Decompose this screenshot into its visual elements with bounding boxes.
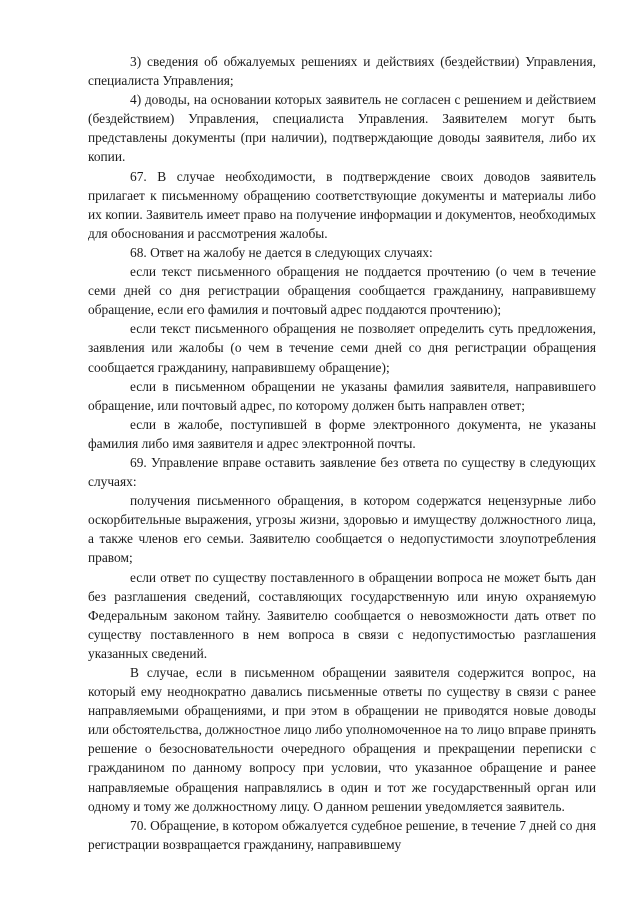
paragraph-item-4: 4) доводы, на основании которых заявитель не согласен с решением и действием (бездействием) Управления, специалиста Управления. Заявителем могут быть представлены документы (при наличии), подтверждающие доводы заявителя, либо их копии. [88, 92, 596, 165]
paragraph-68-case-unreadable: если текст письменного обращения не поддается прочтению (о чем в течение семи дней со дня регистрации обращения сообщается гражданину, направившему обращение, если его фамилия и почтовый адрес поддаются прочтению); [88, 264, 596, 318]
paragraph-68-case-no-name: если в письменном обращении не указаны фамилия заявителя, направившего обращение, или почтовый адрес, по которому должен быть направлен ответ; [88, 378, 596, 413]
paragraph-69: 69. Управление вправе оставить заявление без ответа по существу в следующих случаях: [88, 454, 596, 490]
document-page [88, 52, 596, 854]
paragraph-68: 68. Ответ на жалобу не дается в следующих случаях: [130, 244, 433, 260]
paragraph-70: 70. Обращение, в котором обжалуется судебное решение, в течение 7 дней со дня регистрации возвращается гражданину, направившему [88, 817, 596, 852]
paragraph-repeated-appeal: В случае, если в письменном обращении заявителя содержится вопрос, на который ему неоднократно давались письменные ответы по существу в связи с ранее направляемыми обращениями, и при этом в обращении не приводятся новые доводы или обстоятельства, должностное лицо либо уполномоченное на то лицо вправе принять решение о безосновательности очередного обращения и прекращении переписки с гражданином по данному вопросу при условии, что указанное обращение и ранее направляемые обращения направлялись в один и тот же государственный орган или одному и тому же должностному лицу. О данном решении уведомляется заявитель. [88, 665, 596, 814]
paragraph-69-case-secret: если ответ по существу поставленного в обращении вопроса не может быть дан без разглашения сведений, составляющих государственную или иную охраняемую Федеральным законом тайну. Заявителю сообщается о невозможности дать ответ по существу поставленного в нем вопроса в связи с недопустимостью разглашения указанных сведений. [88, 569, 596, 661]
paragraph-68-case-unclear: если текст письменного обращения не позволяет определить суть предложения, заявления или жалобы (о чем в течение семи дней со дня регистрации обращения сообщается гражданину, направившему обращение); [88, 321, 596, 375]
paragraph-item-3: 3) сведения об обжалуемых решениях и действиях (бездействии) Управления, специалиста Управления; [88, 54, 596, 89]
paragraph-67: 67. В случае необходимости, в подтверждение своих доводов заявитель прилагает к письменному обращению соответствующие документы и материалы либо их копии. Заявитель имеет право на получение информации и документов, необходимых для обоснования и рассмотрения жалобы. [88, 168, 596, 241]
paragraph-69-case-obscene: получения письменного обращения, в котором содержатся нецензурные либо оскорбительные выражения, угрозы жизни, здоровью и имуществу должностного лица, а также членов его семьи. Заявителю сообщается о недопустимости злоупотребления правом; [88, 493, 596, 566]
paragraph-68-case-electronic: если в жалобе, поступившей в форме электронного документа, не указаны фамилия либо имя заявителя и адрес электронной почты. [88, 416, 596, 451]
